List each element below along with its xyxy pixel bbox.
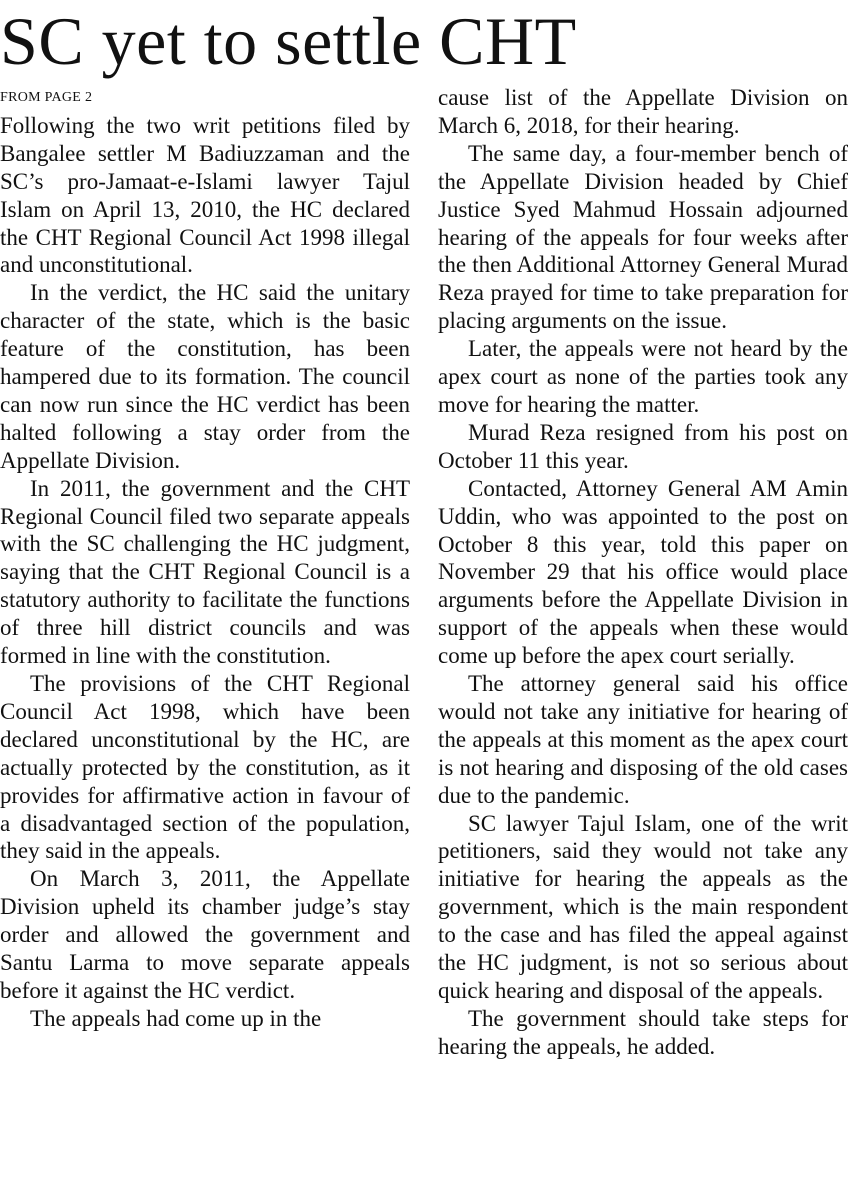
paragraph: The appeals had come up in the xyxy=(30,1005,322,1031)
paragraph: The provisions of the CHT Regional Council Act 1998, which have been declared unconstitutional by the HC, are actually protected by the constitution, as it provides for affirmative action in favour of a disadvantaged section of the population, they said in the appeals. xyxy=(0,671,410,864)
paragraph: The government should take steps for hearing the appeals, he added. xyxy=(438,1005,848,1059)
article-column-right xyxy=(438,84,848,1061)
paragraph: The attorney general said his office would not take any initiative for hearing of the appeals at this moment as the apex court is not hearing and disposing of the old cases due to the pandemic. xyxy=(438,671,848,808)
paragraph: SC lawyer Tajul Islam, one of the writ petitioners, said they would not take any initiative for hearing the appeals as the government, which is the main respondent to the case and has filed the appeal against the HC judgment, is not so serious about quick hearing and disposal of the appeals. xyxy=(438,810,848,1003)
paragraph: Following the two writ petitions filed by Bangalee settler M Badiuzzaman and the SC’s pro-Jamaat-e-Islami lawyer Tajul Islam on April 13, 2010, the HC declared the CHT Regional Council Act 1998 illegal and unconstitutional. xyxy=(0,112,410,278)
headline: SC yet to settle CHT xyxy=(0,3,577,79)
paragraph: In 2011, the government and the CHT Regional Council filed two separate appeals with the SC challenging the HC judgment, saying that the CHT Regional Council is a statutory authority to facilitate the functions of three hill district councils and was formed in line with the constitution. xyxy=(0,475,410,669)
article-column-left xyxy=(0,84,410,1033)
paragraph: In the verdict, the HC said the unitary character of the state, which is the basic feature of the constitution, has been hampered due to its formation. The council can now run since the HC verdict has been halted following a stay order from the Appellate Division. xyxy=(0,280,410,473)
paragraph: The same day, a four-member bench of the Appellate Division headed by Chief Justice Syed Mahmud Hossain adjourned hearing of the appeals for four weeks after the then Additional Attorney General Murad Reza prayed for time to take preparation for placing arguments on the issue. xyxy=(438,140,848,334)
paragraph: Later, the appeals were not heard by the apex court as none of the parties took any move for hearing the matter. xyxy=(438,336,848,417)
continuation-kicker: FROM PAGE 2 xyxy=(0,90,93,105)
paragraph: On March 3, 2011, the Appellate Division upheld its chamber judge’s stay order and allowed the government and Santu Larma to move separate appeals before it against the HC verdict. xyxy=(0,866,410,1003)
paragraph: Murad Reza resigned from his post on October 11 this year. xyxy=(438,419,848,473)
paragraph-continuation: cause list of the Appellate Division on March 6, 2018, for their hearing. xyxy=(438,85,848,138)
paragraph: Contacted, Attorney General AM Amin Uddin, who was appointed to the post on October 8 this year, told this paper on November 29 that his office would place arguments before the Appellate Division in support of the appeals when these would come up before the apex court serially. xyxy=(438,475,848,669)
